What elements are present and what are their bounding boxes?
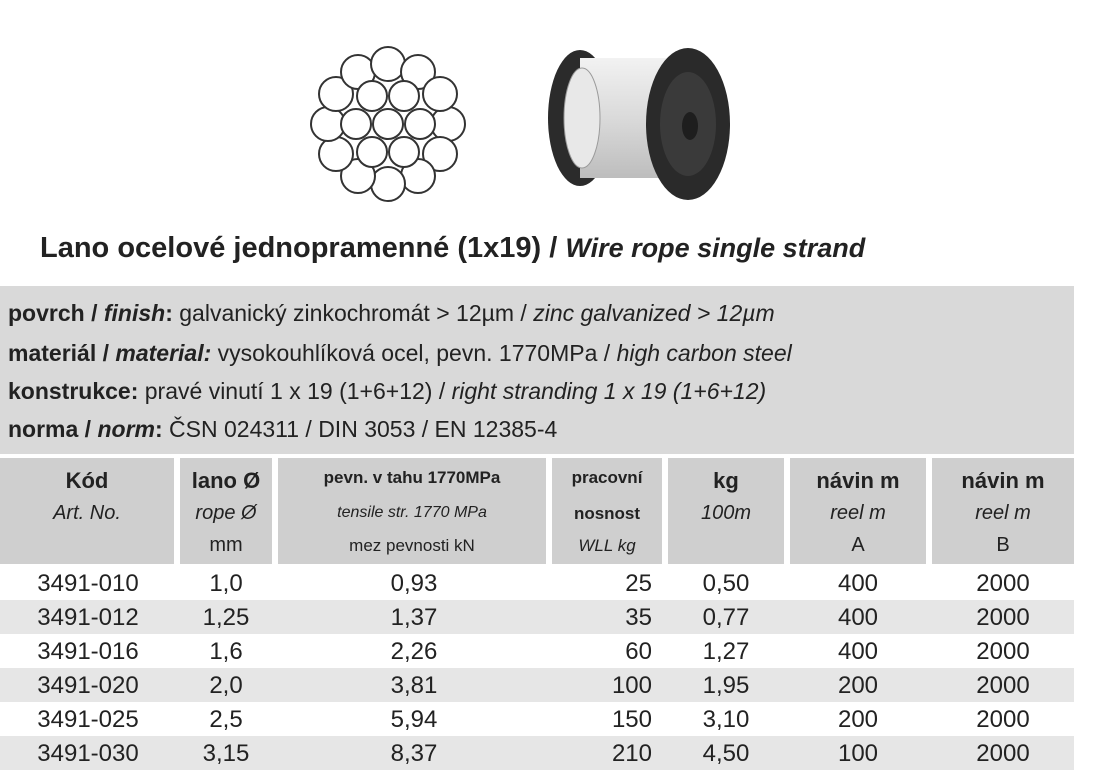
- spec-label: konstrukce:: [8, 378, 139, 404]
- table-row: [0, 668, 1074, 702]
- header-line: návin m: [961, 468, 1045, 493]
- cell-reel-a: 400: [837, 604, 879, 631]
- header-line: rope Ø: [195, 502, 257, 524]
- spec-label-en: norm: [97, 416, 155, 442]
- cell-wll: 25: [625, 570, 652, 597]
- spec-colon: :: [154, 416, 170, 442]
- cell-code: 3491-025: [37, 706, 139, 733]
- cell-reel-b: 2000: [976, 672, 1030, 699]
- header-line: lano Ø: [191, 468, 261, 493]
- table-row: [0, 600, 1074, 634]
- cell-wll: 100: [611, 672, 652, 699]
- table-header: [0, 458, 1074, 564]
- spec-value-en: right stranding 1 x 19 (1+6+12): [451, 378, 767, 404]
- cell-reel-b: 2000: [976, 740, 1030, 767]
- cell-reel-a: 200: [837, 706, 879, 733]
- header-line: mez pevnosti kN: [349, 536, 475, 555]
- cell-lano: 1,0: [209, 570, 243, 597]
- header-line: pracovní: [571, 468, 643, 487]
- cell-lano: 1,25: [202, 604, 250, 631]
- wire-reel-icon: [540, 40, 740, 210]
- header-line: tensile str. 1770 MPa: [337, 504, 487, 521]
- spec-construction: [8, 378, 766, 405]
- spec-label: povrch /: [8, 300, 104, 326]
- cell-reel-b: 2000: [976, 570, 1030, 597]
- header-line: B: [996, 534, 1010, 556]
- spec-value-en: zinc galvanized > 12µm: [533, 300, 775, 326]
- spec-label: materiál /: [8, 340, 116, 366]
- product-images: [0, 0, 1096, 220]
- spec-value: ČSN 024311 / DIN 3053 / EN 12385-4: [169, 416, 558, 442]
- header-line: 100m: [700, 502, 752, 524]
- cell-tensile: 1,37: [390, 604, 438, 631]
- cell-lano: 1,6: [209, 638, 243, 665]
- cell-code: 3491-030: [37, 740, 139, 767]
- cell-reel-b: 2000: [976, 638, 1030, 665]
- title-en: Wire rope single strand: [565, 233, 866, 263]
- cell-kg: 1,95: [702, 672, 750, 699]
- cell-reel-a: 400: [837, 638, 879, 665]
- header-wll: [552, 458, 662, 564]
- spec-label: norma /: [8, 416, 98, 442]
- page-title: [40, 232, 1080, 265]
- spec-material: [8, 340, 792, 367]
- table-row: [0, 566, 1074, 600]
- header-reel-b: [932, 458, 1074, 564]
- header-code: [0, 458, 174, 564]
- spec-value: vysokouhlíková ocel, pevn. 1770MPa /: [211, 340, 617, 366]
- header-line: mm: [209, 534, 243, 556]
- spec-value: pravé vinutí 1 x 19 (1+6+12) /: [138, 378, 452, 404]
- title-cz: Lano ocelové jednopramenné (1x19): [40, 232, 542, 264]
- cell-kg: 0,77: [702, 604, 750, 631]
- title-separator: /: [541, 232, 566, 264]
- header-line: návin m: [816, 468, 900, 493]
- cell-kg: 3,10: [702, 706, 750, 733]
- spec-label-en: material:: [115, 340, 212, 366]
- cell-lano: 3,15: [202, 740, 250, 767]
- cell-code: 3491-016: [37, 638, 139, 665]
- header-lano: [180, 458, 272, 564]
- cell-reel-a: 100: [837, 740, 879, 767]
- cell-tensile: 3,81: [390, 672, 438, 699]
- header-line: nosnost: [573, 504, 641, 523]
- header-line: reel m: [830, 502, 886, 524]
- cell-code: 3491-012: [37, 604, 139, 631]
- cell-wll: 210: [611, 740, 652, 767]
- cell-lano: 2,0: [209, 672, 243, 699]
- cell-tensile: 5,94: [390, 706, 438, 733]
- cell-kg: 4,50: [702, 740, 750, 767]
- cell-tensile: 2,26: [390, 638, 438, 665]
- table-row: [0, 736, 1074, 770]
- header-line: A: [851, 534, 865, 556]
- header-line: pevn. v tahu 1770MPa: [323, 468, 501, 487]
- cell-code: 3491-020: [37, 672, 139, 699]
- spec-label-en: finish: [103, 300, 166, 326]
- table-row: [0, 702, 1074, 736]
- header-line: Art. No.: [53, 502, 121, 524]
- spec-value-en: high carbon steel: [616, 340, 792, 366]
- cell-reel-b: 2000: [976, 604, 1030, 631]
- header-line: WLL kg: [578, 536, 636, 555]
- header-line: reel m: [975, 502, 1031, 524]
- cell-code: 3491-010: [37, 570, 139, 597]
- cell-reel-a: 400: [837, 570, 879, 597]
- header-kg: [668, 458, 784, 564]
- header-tensile: [278, 458, 546, 564]
- spec-value: galvanický zinkochromát > 12µm /: [179, 300, 534, 326]
- cell-kg: 0,50: [702, 570, 750, 597]
- cell-reel-b: 2000: [976, 706, 1030, 733]
- spec-colon: :: [165, 300, 180, 326]
- strand-cross-section-icon: [298, 34, 478, 214]
- header-line: kg: [713, 468, 739, 493]
- header-reel-a: [790, 458, 926, 564]
- cell-reel-a: 200: [837, 672, 879, 699]
- cell-tensile: 8,37: [390, 740, 438, 767]
- table-row: [0, 634, 1074, 668]
- spec-norm: [8, 416, 557, 443]
- cell-wll: 60: [625, 638, 652, 665]
- header-line: Kód: [65, 468, 109, 493]
- cell-kg: 1,27: [702, 638, 750, 665]
- cell-lano: 2,5: [209, 706, 243, 733]
- specifications-panel: [0, 286, 1074, 454]
- cell-wll: 150: [611, 706, 652, 733]
- cell-tensile: 0,93: [390, 570, 438, 597]
- spec-finish: [8, 300, 775, 327]
- cell-wll: 35: [625, 604, 652, 631]
